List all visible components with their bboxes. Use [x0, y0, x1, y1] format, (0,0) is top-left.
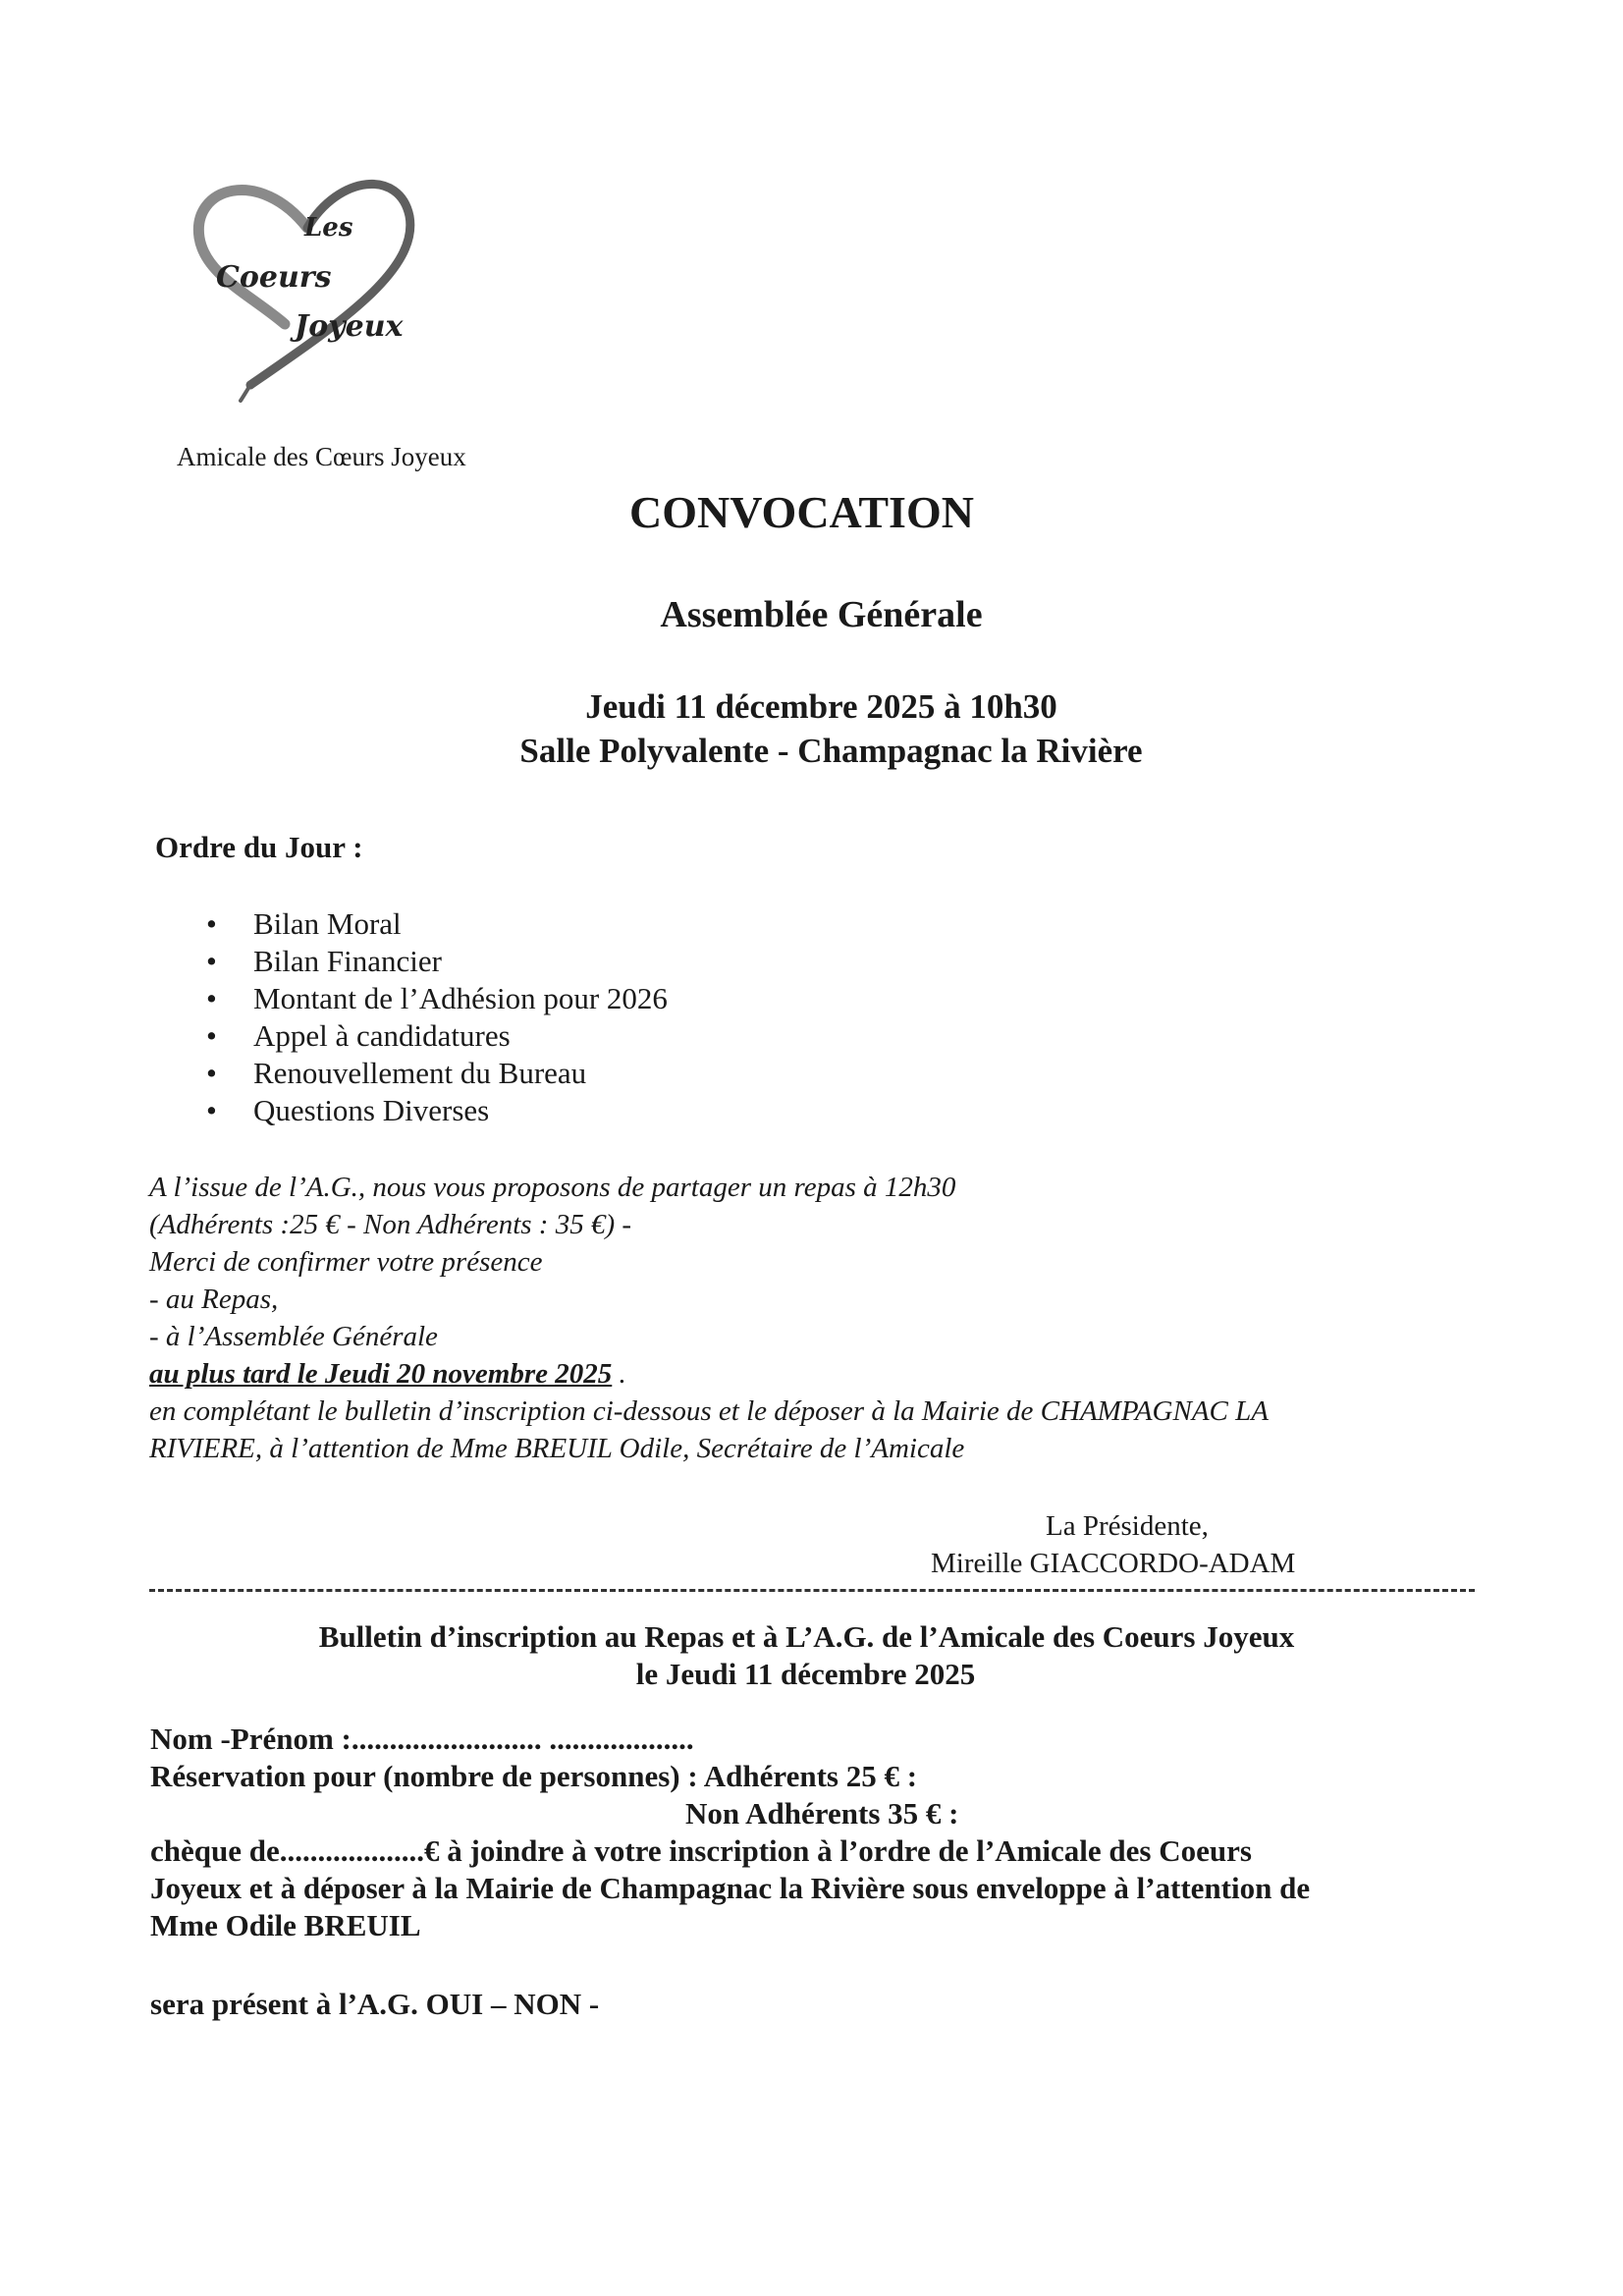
- agenda-item-label: Bilan Financier: [253, 944, 442, 978]
- list-item: [206, 1092, 668, 1129]
- bullet-icon: •: [206, 1093, 217, 1127]
- event-date: Jeudi 11 décembre 2025 à 10h30: [585, 687, 1057, 726]
- notice-line: - au Repas,: [149, 1284, 279, 1315]
- signature-role: La Présidente,: [1046, 1510, 1209, 1542]
- registration-form: [150, 1721, 1310, 1944]
- reservation-non-members-field[interactable]: Non Adhérents 35 € :: [685, 1796, 959, 1831]
- logo-text-les: Les: [304, 213, 353, 243]
- deadline-line: [149, 1355, 1269, 1393]
- notice-line: - à l’Assemblée Générale: [149, 1321, 438, 1352]
- bullet-icon: •: [206, 1056, 217, 1090]
- heart-logo-icon: [191, 177, 427, 403]
- deadline-suffix: .: [612, 1358, 626, 1390]
- agenda-item-label: Bilan Moral: [253, 906, 402, 941]
- list-item: [206, 1055, 668, 1092]
- agenda-title: Ordre du Jour :: [155, 830, 363, 864]
- notice-line: RIVIERE, à l’attention de Mme BREUIL Odile, Secrétaire de l’Amicale: [149, 1433, 965, 1464]
- notice-line: A l’issue de l’A.G., nous vous proposons de partager un repas à 12h30: [149, 1172, 956, 1203]
- agenda-list: [206, 905, 668, 1129]
- page-title: CONVOCATION: [629, 487, 974, 537]
- logo-text-joyeux: Joyeux: [295, 309, 404, 344]
- agenda-item-label: Questions Diverses: [253, 1093, 490, 1127]
- bullet-icon: •: [206, 906, 217, 941]
- cut-line-divider: [149, 1589, 1475, 1592]
- agenda-item-label: Appel à candidatures: [253, 1018, 511, 1053]
- organization-name: Amicale des Cœurs Joyeux: [177, 442, 466, 471]
- notice-line: Merci de confirmer votre présence: [149, 1246, 543, 1278]
- bullet-icon: •: [206, 981, 217, 1015]
- event-location: Salle Polyvalente - Champagnac la Rivière: [519, 732, 1143, 770]
- deadline: au plus tard le Jeudi 20 novembre 2025: [149, 1358, 613, 1390]
- cheque-instructions: Joyeux et à déposer à la Mairie de Champagnac la Rivière sous enveloppe à l’attention de: [150, 1871, 1311, 1905]
- list-item: [206, 905, 668, 943]
- bullet-icon: •: [206, 944, 217, 978]
- notice-block: [149, 1169, 1269, 1467]
- agenda-item-label: Montant de l’Adhésion pour 2026: [253, 981, 668, 1015]
- presence-field[interactable]: sera présent à l’A.G. OUI – NON -: [150, 1987, 600, 2021]
- notice-line: en complétant le bulletin d’inscription ci-dessous et le déposer à la Mairie de CHAMPAGNAC LA: [149, 1395, 1269, 1427]
- reservation-members-field[interactable]: Réservation pour (nombre de personnes) : Adhérents 25 € :: [150, 1759, 918, 1793]
- name-field[interactable]: Nom -Prénom :......................... ...................: [150, 1722, 694, 1756]
- logo: [191, 177, 427, 403]
- subtitle: Assemblée Générale: [660, 594, 983, 635]
- cheque-instructions: Mme Odile BREUIL: [150, 1908, 421, 1942]
- bullet-icon: •: [206, 1018, 217, 1053]
- signature: [931, 1507, 1296, 1582]
- bulletin-title: Bulletin d’inscription au Repas et à L’A.G. de l’Amicale des Coeurs Joyeux: [318, 1619, 1295, 1654]
- list-item: [206, 1017, 668, 1055]
- cheque-field[interactable]: chèque de...................€ à joindre à votre inscription à l’ordre de l’Amicale des Coeurs: [150, 1833, 1252, 1868]
- notice-line: (Adhérents :25 € - Non Adhérents : 35 €) -: [149, 1209, 632, 1240]
- list-item: [206, 980, 668, 1017]
- signature-name: Mireille GIACCORDO-ADAM: [931, 1548, 1296, 1579]
- bulletin-date: le Jeudi 11 décembre 2025: [635, 1657, 976, 1691]
- list-item: [206, 943, 668, 980]
- agenda-item-label: Renouvellement du Bureau: [253, 1056, 587, 1090]
- logo-text-coeurs: Coeurs: [216, 260, 332, 295]
